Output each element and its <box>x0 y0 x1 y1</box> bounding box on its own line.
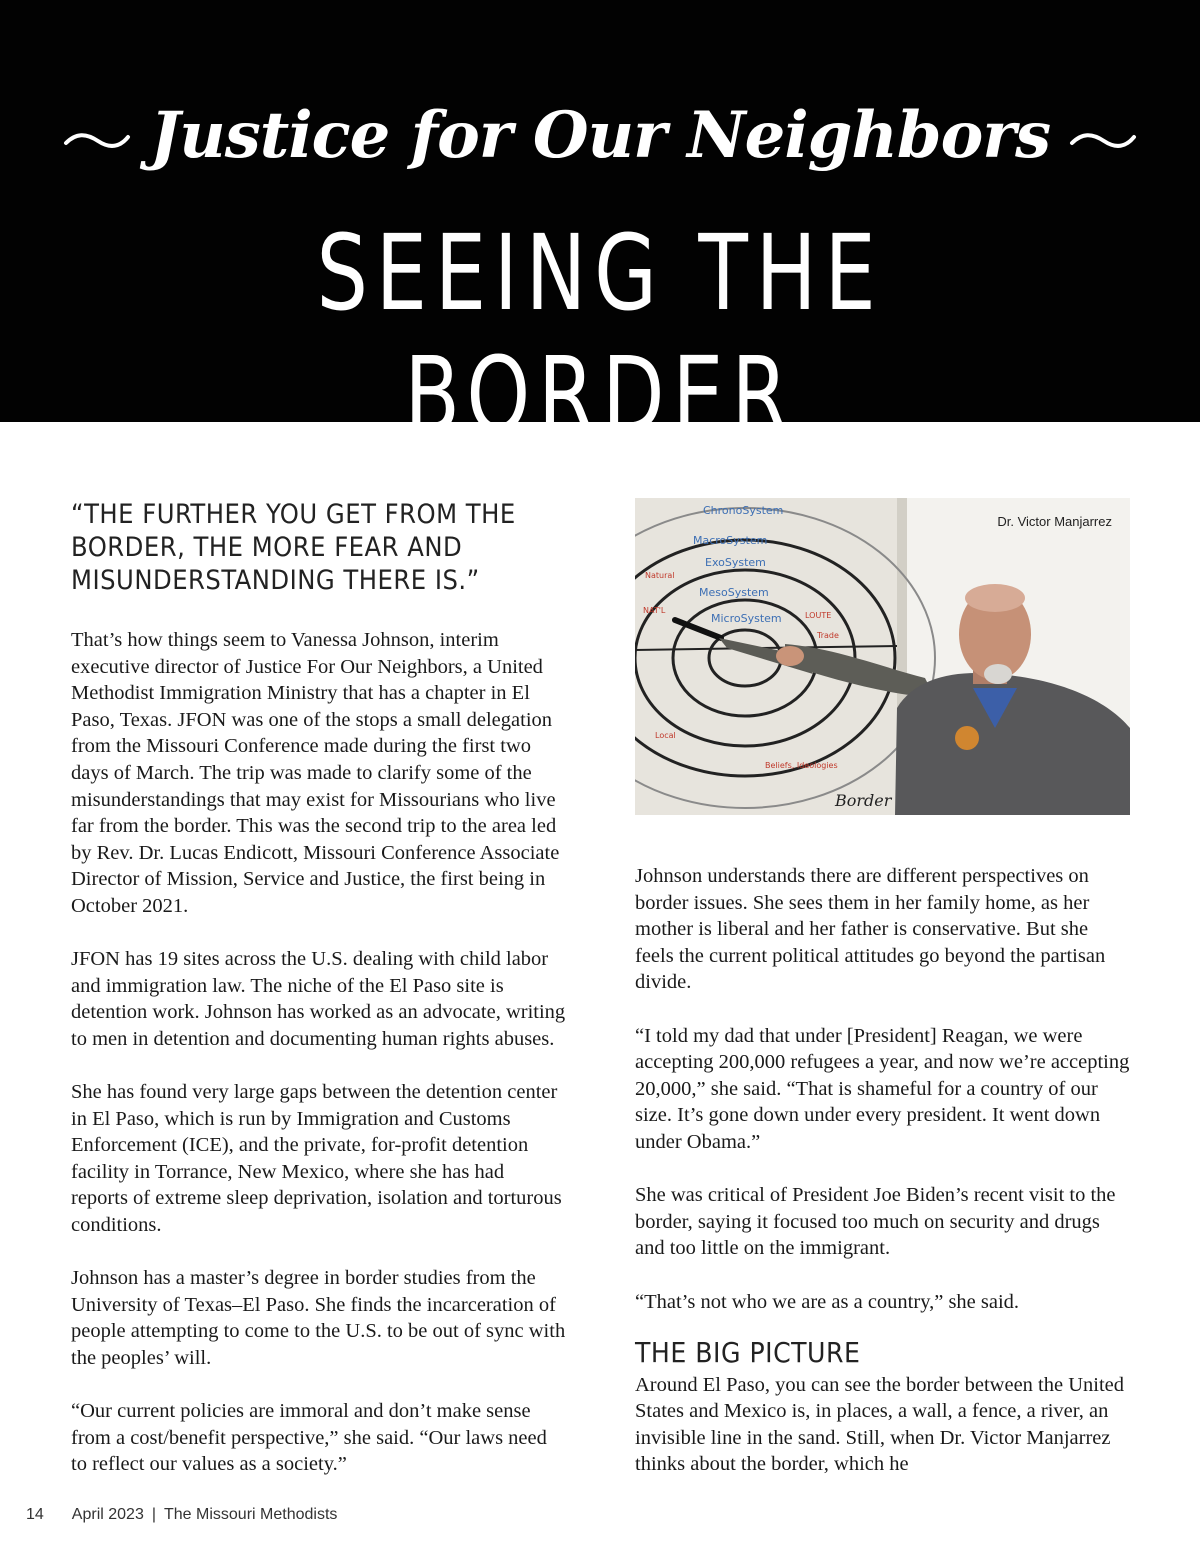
paragraph: Around El Paso, you can see the border between the United States and Mexico is, in places, a wall, a fence, a river, an invisible line in the sand. Still, when Dr. Victor Manjarrez thinks about the border, which he <box>635 1373 1125 1476</box>
board-label: ExoSystem <box>705 556 766 569</box>
photo <box>635 498 1130 815</box>
page-footer <box>26 1506 337 1524</box>
footer-separator: | <box>151 1506 156 1523</box>
paragraph: She was critical of President Joe Biden’s recent visit to the border, saying it focused too much on security and drugs and too little on the immigrant. <box>635 1184 1116 1260</box>
paragraph: Johnson understands there are different perspectives on border issues. She sees them in her family home, as her mother is liberal and her father is conservative. But she feels the current political attitudes go beyond the partisan divide. <box>635 865 1106 994</box>
issue-date: April 2023 <box>71 1506 144 1523</box>
header-banner <box>0 0 1200 456</box>
photo-caption: Dr. Victor Manjarrez <box>997 514 1112 529</box>
publication-name: The Missouri Methodists <box>164 1506 338 1523</box>
board-label: MicroSystem <box>711 612 782 625</box>
paragraph: “That’s not who we are as a country,” she said. <box>635 1290 1020 1313</box>
page-number: 14 <box>26 1506 44 1523</box>
svg-text:Trade: Trade <box>817 631 839 640</box>
kicker-text: Justice for Our Neighbors <box>149 98 1051 173</box>
paragraph: “Our current policies are immoral and don’t make sense from a cost/benefit perspective,” she said. “Our laws need to reflect our values as a society.” <box>71 1400 547 1476</box>
left-column <box>71 498 566 1505</box>
board-label: ChronoSystem <box>703 504 784 517</box>
section-subhead: THE BIG PICTURE <box>635 1335 861 1369</box>
paragraph: JFON has 19 sites across the U.S. dealing with child labor and immigration law. The niche of the El Paso site is detention work. Johnson has worked as an advocate, writing to men in detention and documenting human rights abuses. <box>71 948 566 1050</box>
svg-text:NAT'L: NAT'L <box>643 606 666 615</box>
board-label: MesoSystem <box>699 586 769 599</box>
paragraph: Johnson has a master’s degree in border studies from the University of Texas–El Paso. She finds the incarceration of people attempting to come to the U.S. to be out of sync with the peoples’ will. <box>71 1267 566 1370</box>
paragraph: “I told my dad that under [President] Reagan, we were accepting 200,000 refugees a year, and now we’re accepting 20,000,” she said. “That is shameful for a country of our size. It’s gone down under every president. It went down under Obama.” <box>635 1024 1130 1153</box>
paragraph: That’s how things seem to Vanessa Johnson, interim executive director of Justice For Our Neighbors, a United Methodist Immigration Ministry that has a chapter in El Paso, Texas. JFON was one of the stops a small delegation from the Missouri Conference made during the first two days of March. The trip was made to clarify some of the misunderstandings that may exist for Missourians who live far from the border. This was the second trip to the area led by Rev. Dr. Lucas Endicott, Missouri Conference Associate Director of Mission, Service and Justice, the first being in October 2021. <box>71 629 560 917</box>
svg-text:LOUTE: LOUTE <box>805 611 832 620</box>
board-label: MacroSystem <box>693 534 768 547</box>
paragraph: She has found very large gaps between the detention center in El Paso, which is run by Immigration and Customs Enforcement (ICE), and the private, for-profit detention facility in Torrance, New Mexico, where she has had reports of extreme sleep deprivation, isolation and torturous conditions. <box>71 1081 562 1237</box>
board-label: Border <box>835 791 892 810</box>
headline: SEEING THE BORDER <box>316 212 884 456</box>
svg-text:Beliefs, Ideologies: Beliefs, Ideologies <box>765 761 838 770</box>
left-swash-icon <box>62 131 132 151</box>
whiteboard-photo-illustration <box>635 498 1130 815</box>
right-swash-icon <box>1068 131 1138 151</box>
right-column <box>635 498 1130 1505</box>
kicker <box>0 98 1200 173</box>
pull-quote: “THE FURTHER YOU GET FROM THE BORDER, THE MORE FEAR AND MISUNDERSTANDING THERE IS.” <box>71 499 516 596</box>
svg-text:Local: Local <box>655 731 676 740</box>
svg-text:Natural: Natural <box>645 571 675 580</box>
